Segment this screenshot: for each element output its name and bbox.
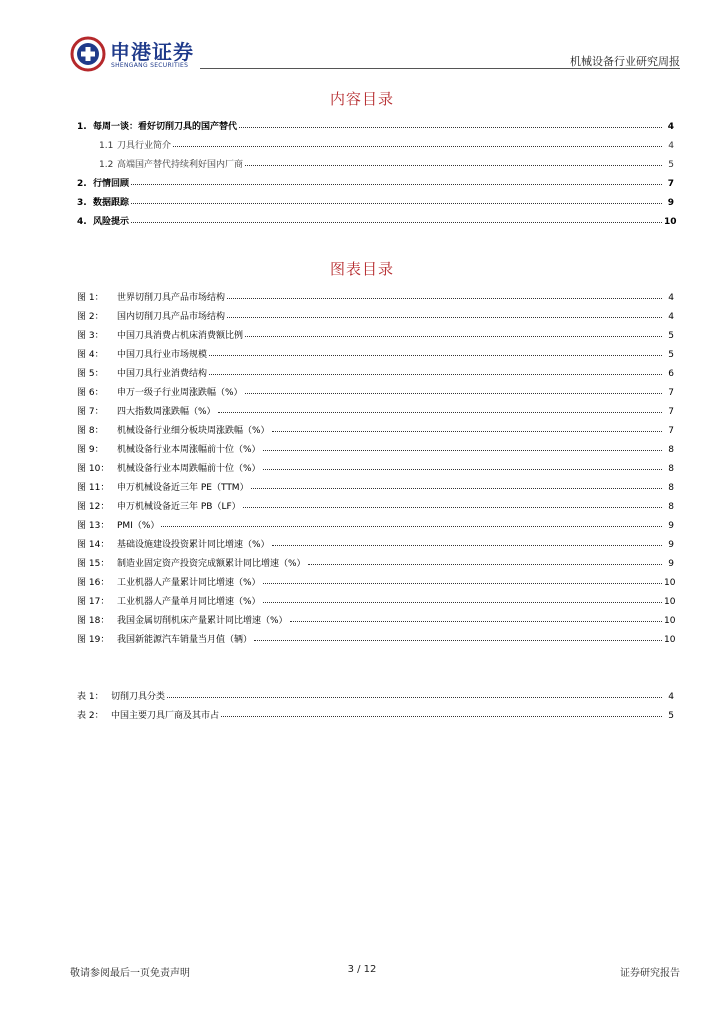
figure-entry-label: 基础设施建设投资累计同比增速（%）	[117, 540, 270, 550]
figure-entry-label: 机械设备行业本周跌幅前十位（%）	[117, 464, 261, 474]
figure-entry-page: 7	[668, 388, 674, 398]
figure-entry-page: 9	[668, 540, 674, 550]
toc-entry-page: 4	[668, 141, 674, 151]
footer-disclaimer: 敬请参阅最后一页免责声明	[70, 968, 190, 979]
figure-entry-label: 国内切削刀具产品市场结构	[117, 312, 226, 322]
page-header	[0, 0, 724, 72]
toc-entry[interactable]: 1.1 刀具行业简介 4	[77, 132, 674, 151]
table-entry[interactable]: 表 2： 中国主要刀具厂商及其市占 5	[77, 702, 674, 721]
figure-entry-label: 中国刀具行业消费结构	[117, 369, 208, 379]
figure-entry-label: PMI（%）	[117, 521, 160, 531]
figure-entry[interactable]: 图 11： 申万机械设备近三年 PE（TTM） 8	[77, 474, 674, 493]
toc-entry-label: 风险提示	[93, 217, 130, 227]
toc-title: 内容目录	[329, 90, 394, 108]
figure-entry-label: 机械设备行业细分板块周涨跌幅（%）	[117, 426, 270, 436]
figure-entry-page: 10	[664, 597, 676, 607]
toc-entry[interactable]: 1. 每周一谈：看好切削刀具的国产替代 4	[77, 113, 674, 132]
figure-entry-page: 5	[668, 331, 674, 341]
figure-entry-label: 中国刀具行业市场规模	[117, 350, 208, 360]
figure-entry-page: 8	[668, 445, 674, 455]
figure-entry[interactable]: 图 9： 机械设备行业本周涨幅前十位（%） 8	[77, 436, 674, 455]
figure-entry-label: 申万机械设备近三年 PE（TTM）	[117, 483, 249, 493]
table-entry[interactable]: 表 1： 切削刀具分类 4	[77, 683, 674, 702]
figures-title: 图表目录	[329, 260, 394, 278]
figure-entry[interactable]: 图 13： PMI（%） 9	[77, 512, 674, 531]
figure-entry-page: 5	[668, 350, 674, 360]
figure-entry-page: 6	[668, 369, 674, 379]
brand-name: 申港证券	[110, 40, 194, 64]
figure-entry[interactable]: 图 2： 国内切削刀具产品市场结构 4	[77, 303, 674, 322]
figure-entry[interactable]: 图 10： 机械设备行业本周跌幅前十位（%） 8	[77, 455, 674, 474]
figure-entry-page: 10	[664, 578, 676, 588]
brand-english-name: SHENGANG SECURITIES	[111, 62, 189, 69]
figure-entry-page: 9	[668, 521, 674, 531]
toc-entry-label: 行情回顾	[93, 179, 130, 189]
figure-entry[interactable]: 图 17： 工业机器人产量单月同比增速（%） 10	[77, 588, 674, 607]
table-list	[77, 683, 674, 721]
toc-entry-page: 9	[667, 198, 674, 208]
figure-entry-page: 10	[664, 616, 676, 626]
header-divider	[200, 68, 680, 69]
toc-entry-label: 刀具行业简介	[117, 141, 172, 151]
figure-entry-page: 4	[668, 293, 674, 303]
figure-entry-page: 7	[668, 426, 674, 436]
toc-entry[interactable]: 3. 数据跟踪 9	[77, 189, 674, 208]
figure-entry[interactable]: 图 16： 工业机器人产量累计同比增速（%） 10	[77, 569, 674, 588]
shengang-logo-icon	[70, 36, 106, 72]
toc-entry-label: 高端国产替代持续利好国内厂商	[117, 160, 244, 170]
toc-entry-page: 4	[667, 122, 674, 132]
figure-entry-label: 我国新能源汽车销量当月值（辆）	[117, 635, 253, 645]
figure-entry-page: 8	[668, 483, 674, 493]
figure-entry[interactable]: 图 14： 基础设施建设投资累计同比增速（%） 9	[77, 531, 674, 550]
figure-entry-label: 我国金属切削机床产量累计同比增速（%）	[117, 616, 288, 626]
figure-entry-page: 7	[668, 407, 674, 417]
figure-entry-page: 8	[668, 502, 674, 512]
figure-entry-page: 8	[668, 464, 674, 474]
table-entry-page: 5	[668, 711, 674, 721]
toc-entry-page: 10	[664, 217, 677, 227]
toc-entry-page: 5	[668, 160, 674, 170]
figure-entry-label: 制造业固定资产投资完成额累计同比增速（%）	[117, 559, 306, 569]
figure-entry[interactable]: 图 18： 我国金属切削机床产量累计同比增速（%） 10	[77, 607, 674, 626]
figure-entry-page: 9	[668, 559, 674, 569]
toc-entry[interactable]: 2. 行情回顾 7	[77, 170, 674, 189]
page-number: 3 / 12	[347, 964, 377, 975]
figure-entry[interactable]: 图 7： 四大指数周涨跌幅（%） 7	[77, 398, 674, 417]
toc-entry[interactable]: 1.2 高端国产替代持续利好国内厂商 5	[77, 151, 674, 170]
table-entry-label: 中国主要刀具厂商及其市占	[111, 711, 220, 721]
figure-entry[interactable]: 图 3： 中国刀具消费占机床消费额比例 5	[77, 322, 674, 341]
figure-entry[interactable]: 图 8： 机械设备行业细分板块周涨跌幅（%） 7	[77, 417, 674, 436]
table-entry-label: 切削刀具分类	[111, 692, 166, 702]
figure-entry-label: 世界切削刀具产品市场结构	[117, 293, 226, 303]
figure-entry[interactable]: 图 5： 中国刀具行业消费结构 6	[77, 360, 674, 379]
figure-entry[interactable]: 图 4： 中国刀具行业市场规模 5	[77, 341, 674, 360]
report-type: 机械设备行业研究周报	[570, 55, 680, 68]
toc-entry-page: 7	[667, 179, 674, 189]
toc-entry-label: 数据跟踪	[93, 198, 130, 208]
figure-entry-label: 工业机器人产量单月同比增速（%）	[117, 597, 261, 607]
figure-entry[interactable]: 图 15： 制造业固定资产投资完成额累计同比增速（%） 9	[77, 550, 674, 569]
figure-entry-page: 10	[664, 635, 676, 645]
figure-entry[interactable]: 图 12： 申万机械设备近三年 PB（LF） 8	[77, 493, 674, 512]
toc-list	[77, 113, 677, 227]
figure-entry-label: 申万机械设备近三年 PB（LF）	[117, 502, 241, 512]
figure-entry-label: 四大指数周涨跌幅（%）	[117, 407, 216, 417]
figure-entry-label: 申万一级子行业周涨跌幅（%）	[117, 388, 243, 398]
figure-entry[interactable]: 图 6： 申万一级子行业周涨跌幅（%） 7	[77, 379, 674, 398]
toc-entry[interactable]: 4. 风险提示 10	[77, 208, 674, 227]
figure-entry-label: 中国刀具消费占机床消费额比例	[117, 331, 244, 341]
figure-list	[77, 284, 674, 645]
toc-entry-label: 每周一谈：看好切削刀具的国产替代	[93, 122, 238, 132]
figure-entry-label: 机械设备行业本周涨幅前十位（%）	[117, 445, 261, 455]
figure-entry[interactable]: 图 19： 我国新能源汽车销量当月值（辆） 10	[77, 626, 674, 645]
table-entry-page: 4	[668, 692, 674, 702]
figure-entry[interactable]: 图 1： 世界切削刀具产品市场结构 4	[77, 284, 674, 303]
footer-doc-type: 证券研究报告	[620, 968, 680, 979]
figure-entry-page: 4	[668, 312, 674, 322]
figure-entry-label: 工业机器人产量累计同比增速（%）	[117, 578, 261, 588]
